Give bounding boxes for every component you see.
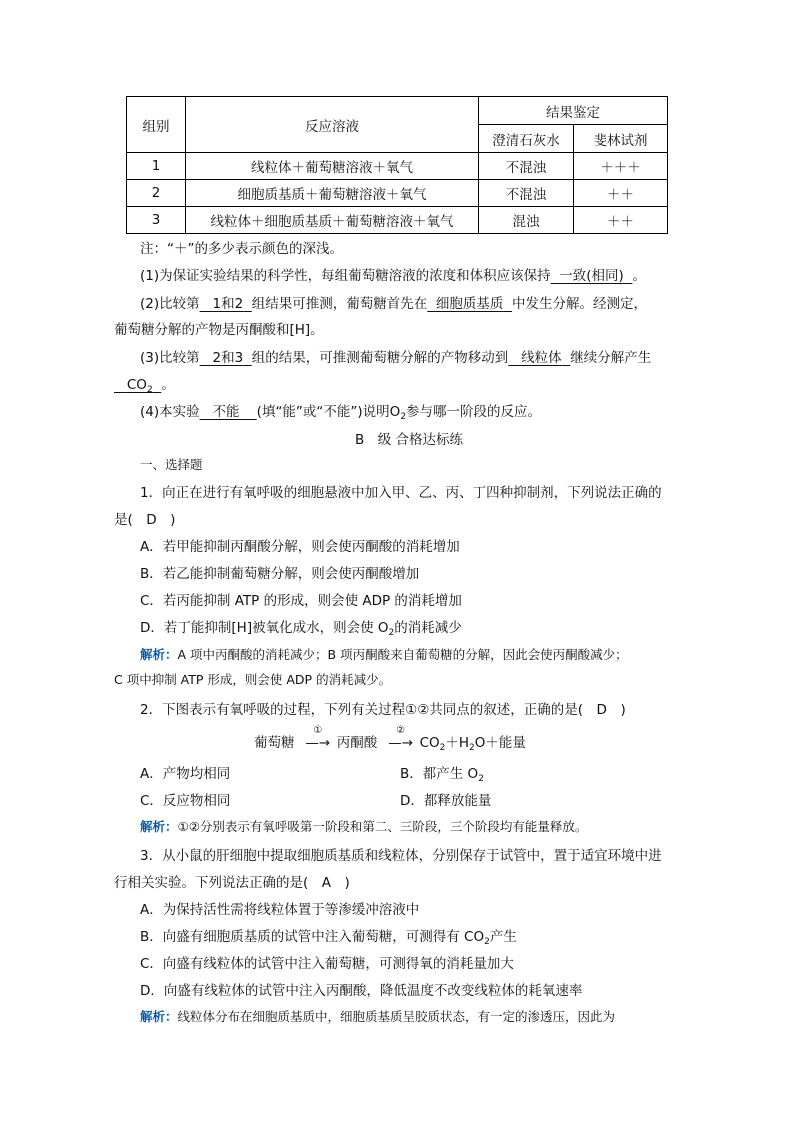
cell-group: 3 [127, 207, 186, 234]
p2-option-b: B．都产生 $O_2$ [400, 766, 484, 784]
p1-explanation-2: C 项中抑制 ATP 形成，则会使 ADP 的消耗减少。 [114, 672, 392, 687]
q3-line-2: $CO_2$ 。 [114, 373, 175, 395]
arrow-icon: ② —→ [388, 725, 413, 751]
cell-fehling: ＋＋ [574, 207, 668, 234]
p2-explanation: 解析：①②分别表示有氧呼吸第一阶段和第二、三阶段，三个阶段均有能量释放。 [140, 819, 588, 834]
cell-solution: 线粒体＋葡萄糖溶液＋氧气 [186, 153, 479, 180]
p1-option-b: B．若乙能抑制葡萄糖分解，则会使丙酮酸增加 [140, 566, 420, 582]
section-b-title: B 级 合格达标练 [355, 432, 464, 448]
p2-option-a: A．产物均相同 [140, 766, 231, 782]
cell-group: 1 [127, 153, 186, 180]
p2-equation: 葡萄糖 ① —→ 丙酮酸 ② —→ $CO_2+H_2O+$能量 [254, 725, 526, 753]
q2-text-b: 组结果可推测，葡萄糖首先在 [251, 296, 428, 312]
q3-answer-1: 2和3 [212, 350, 244, 366]
section-choice-title: 一、选择题 [140, 457, 203, 472]
q2-answer-1: 1和2 [212, 296, 244, 312]
eq-glucose: 葡萄糖 [254, 735, 295, 751]
header-group: 组别 [127, 97, 186, 153]
cell-solution: 细胞质基质＋葡萄糖溶液＋氧气 [186, 180, 479, 207]
explanation-label: 解析： [140, 647, 178, 662]
cell-fehling: ＋＋＋ [574, 153, 668, 180]
q2-answer-2: 细胞质基质 [435, 296, 504, 312]
table-note: 注：“＋”的多少表示颜色的深浅。 [140, 241, 343, 257]
question-2 [140, 292, 647, 312]
p2-option-c: C．反应物相同 [140, 793, 231, 809]
cell-limewater: 不混浊 [479, 153, 574, 180]
p3-stem-1: 3．从小鼠的肝细胞中提取细胞质基质和线粒体，分别保存于试管中，置于适宜环境中进 [140, 848, 662, 864]
q2-line-2: 葡萄糖分解的产物是丙酮酸和[H]。 [114, 322, 324, 338]
q3-answer-2: 线粒体 [521, 350, 562, 366]
p1-option-a: A．若甲能抑制丙酮酸分解，则会使丙酮酸的消耗增加 [140, 539, 460, 555]
q3-text-b: 组的结果，可推测葡萄糖分解的产物移动到 [251, 350, 509, 366]
arrow-icon: ① —→ [305, 725, 331, 751]
p1-stem-2: 是( D ) [114, 512, 176, 528]
q4-text-a: (4)本实验 [140, 404, 200, 420]
p3-explanation: 解析：线粒体分布在细胞质基质中，细胞质基质呈胶质状态，有一定的渗透压，因此为 [140, 1009, 616, 1024]
p3-option-d: D．向盛有线粒体的试管中注入丙酮酸，降低温度不改变线粒体的耗氧速率 [140, 983, 583, 999]
p1-option-d: D．若丁能抑制[H]被氧化成水，则会使 $O_2$的消耗减少 [140, 620, 462, 638]
explanation-label: 解析： [140, 1009, 178, 1024]
q4-answer: 不能 [212, 404, 240, 420]
cell-group: 2 [127, 180, 186, 207]
cell-fehling: ＋＋ [574, 180, 668, 207]
eq-pyruvate: 丙酮酸 [336, 735, 378, 751]
p1-explanation-1: 解析：A 项中丙酮酸的消耗减少；B 项丙酮酸来自葡萄糖的分解，因此会使丙酮酸减少； [140, 647, 628, 662]
p2-option-d: D．都释放能量 [400, 793, 492, 809]
p1-option-c: C．若丙能抑制 ATP 的形成，则会使 ADP 的消耗增加 [140, 593, 462, 609]
header-fehling: 斐林试剂 [574, 125, 668, 153]
q1-answer: 一致(相同) [559, 268, 624, 284]
q3-text-c: 继续分解产生 [570, 350, 652, 366]
q2-text-c: 中发生分解。经测定， [511, 296, 647, 312]
question-1 [140, 264, 646, 284]
cell-limewater: 不混浊 [479, 180, 574, 207]
p3-option-a: A．为保持活性需将线粒体置于等渗缓冲溶液中 [140, 902, 420, 918]
q3-text-a: (3)比较第 [140, 350, 200, 366]
header-solution: 反应溶液 [186, 97, 479, 153]
header-limewater: 澄清石灰水 [479, 125, 574, 153]
p1-stem-1: 1．向正在进行有氧呼吸的细胞悬液中加入甲、乙、丙、丁四种抑制剂，下列说法正确的 [140, 485, 662, 501]
p2-stem: 2．下图表示有氧呼吸的过程，下列有关过程①②共同点的叙述，正确的是( D ) [140, 702, 626, 718]
q1-end: 。 [632, 268, 646, 284]
table-row [127, 153, 668, 180]
q1-text: (1)为保证实验结果的科学性，每组葡萄糖溶液的浓度和体积应该保持 [140, 268, 551, 284]
table-row [127, 180, 668, 207]
cell-limewater: 混浊 [479, 207, 574, 234]
results-table [126, 96, 668, 234]
p3-option-b: B．向盛有细胞质基质的试管中注入葡萄糖，可测得有 $CO_2$产生 [140, 929, 517, 947]
q3-answer-3: $CO_2$ [126, 377, 153, 395]
table-row [127, 207, 668, 234]
cell-solution: 线粒体＋细胞质基质＋葡萄糖溶液＋氧气 [186, 207, 479, 234]
question-3 [140, 346, 651, 366]
p3-stem-2: 行相关实验。下列说法正确的是( A ) [114, 875, 350, 891]
p3-option-c: C．向盛有线粒体的试管中注入葡萄糖，可测得氧的消耗量加大 [140, 956, 514, 972]
q2-text-a: (2)比较第 [140, 296, 200, 312]
header-result: 结果鉴定 [479, 97, 668, 125]
explanation-label: 解析： [140, 819, 178, 834]
question-4: (4)本实验 不能 (填“能”或“不能”)说明$O_2$参与哪一阶段的反应。 [140, 404, 542, 422]
